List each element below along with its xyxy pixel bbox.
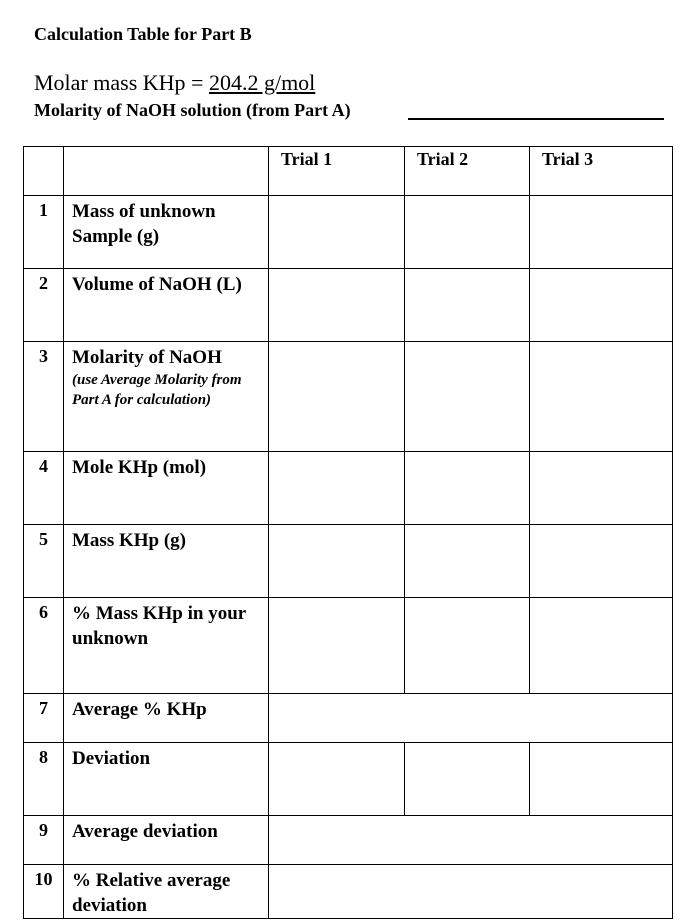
molar-mass-line [34, 70, 315, 96]
calculation-table [23, 146, 673, 919]
row-label [64, 865, 269, 919]
row-label [64, 196, 269, 269]
molarity-label: Molarity of NaOH solution (from Part A) [34, 100, 351, 120]
entry-cell[interactable] [269, 452, 405, 525]
row-label [64, 816, 269, 865]
entry-cell[interactable] [269, 269, 405, 342]
molar-mass-value: 204.2 g/mol [208, 70, 316, 95]
row-label-text: Mole KHp (mol) [72, 457, 207, 478]
page-title: Calculation Table for Part B [34, 24, 252, 44]
molar-mass-label: Molar mass KHp = [34, 70, 209, 95]
entry-cell[interactable] [269, 525, 405, 598]
row-label-text: % Relative average deviation [72, 870, 231, 916]
row-number: 5 [24, 525, 64, 598]
row-label [64, 743, 269, 816]
row-number: 4 [24, 452, 64, 525]
entry-cell[interactable] [530, 743, 673, 816]
row-label [64, 694, 269, 743]
row-label [64, 342, 269, 452]
row-label-text: Mass of unknown Sample (g) [72, 201, 216, 247]
column-header-trial-2: Trial 2 [405, 147, 530, 196]
table-row [24, 694, 673, 743]
row-label [64, 525, 269, 598]
table-row [24, 452, 673, 525]
row-label-text: Average deviation [72, 821, 218, 842]
table-row [24, 865, 673, 919]
entry-cell[interactable] [405, 269, 530, 342]
table-row [24, 598, 673, 694]
row-number: 10 [24, 865, 64, 919]
row-label-text: Molarity of NaOH [72, 347, 222, 368]
row-label-note: (use Average Molarity from Part A for calculation) [72, 372, 242, 408]
entry-cell[interactable] [405, 196, 530, 269]
row-label-text: Mass KHp (g) [72, 530, 186, 551]
entry-cell[interactable] [530, 598, 673, 694]
header-cell-empty [64, 147, 269, 196]
entry-cell-merged[interactable] [269, 816, 673, 865]
row-number: 3 [24, 342, 64, 452]
header-cell-empty [24, 147, 64, 196]
entry-cell-merged[interactable] [269, 865, 673, 919]
row-label [64, 598, 269, 694]
entry-cell[interactable] [269, 342, 405, 452]
entry-cell[interactable] [530, 452, 673, 525]
entry-cell-merged[interactable] [269, 694, 673, 743]
row-number: 9 [24, 816, 64, 865]
table-row [24, 342, 673, 452]
entry-cell[interactable] [405, 525, 530, 598]
entry-cell[interactable] [405, 452, 530, 525]
row-number: 6 [24, 598, 64, 694]
row-number: 1 [24, 196, 64, 269]
row-label [64, 452, 269, 525]
row-label-text: Average % KHp [72, 699, 207, 720]
table-row [24, 525, 673, 598]
table-header-row [24, 147, 673, 196]
table-row [24, 816, 673, 865]
entry-cell[interactable] [530, 196, 673, 269]
molarity-blank-field[interactable] [408, 118, 664, 120]
entry-cell[interactable] [405, 743, 530, 816]
column-header-trial-3: Trial 3 [530, 147, 673, 196]
row-number: 2 [24, 269, 64, 342]
row-label [64, 269, 269, 342]
entry-cell[interactable] [530, 525, 673, 598]
entry-cell[interactable] [269, 598, 405, 694]
row-label-text: Volume of NaOH (L) [72, 274, 242, 295]
table-row [24, 196, 673, 269]
entry-cell[interactable] [530, 269, 673, 342]
table-row [24, 269, 673, 342]
entry-cell[interactable] [269, 196, 405, 269]
row-label-text: % Mass KHp in your unknown [72, 603, 246, 649]
column-header-trial-1: Trial 1 [269, 147, 405, 196]
table-row [24, 743, 673, 816]
entry-cell[interactable] [530, 342, 673, 452]
entry-cell[interactable] [405, 598, 530, 694]
entry-cell[interactable] [269, 743, 405, 816]
row-number: 7 [24, 694, 64, 743]
row-label-text: Deviation [72, 748, 151, 769]
row-number: 8 [24, 743, 64, 816]
entry-cell[interactable] [405, 342, 530, 452]
